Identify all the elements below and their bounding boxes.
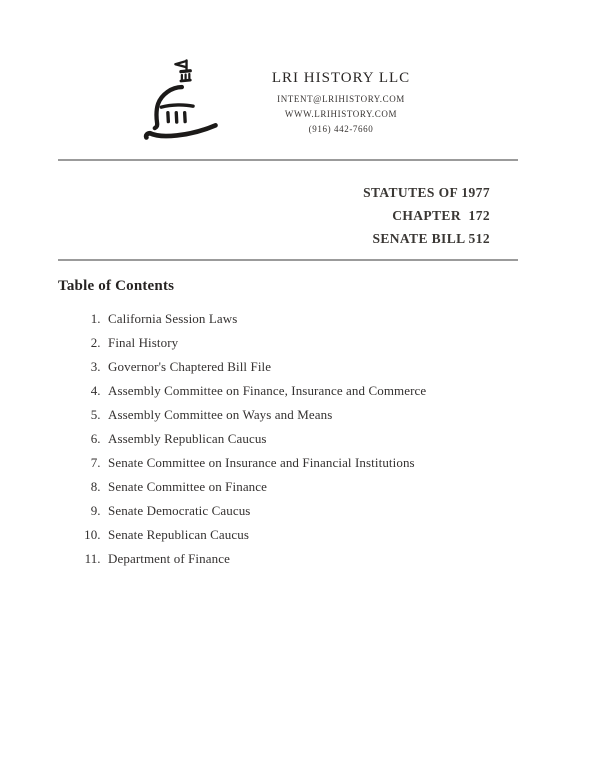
toc-list <box>58 312 528 565</box>
company-contact-block <box>236 70 446 139</box>
toc-item: 1. California Session Laws <box>104 312 528 325</box>
company-name: LRI HISTORY LLC <box>271 70 411 86</box>
divider-bottom <box>58 259 518 261</box>
toc-title: Table of Contents <box>58 278 175 294</box>
bill-reference-block <box>58 181 518 259</box>
table-of-contents <box>58 278 528 565</box>
toc-item: 3. Governor's Chaptered Bill File <box>104 360 528 373</box>
toc-item: 8. Senate Committee on Finance <box>104 480 528 493</box>
senate-bill-line: SENATE BILL 512 <box>372 231 490 246</box>
toc-item: 2. Final History <box>104 336 528 349</box>
toc-item: 4. Assembly Committee on Finance, Insurance and Commerce <box>104 384 528 397</box>
toc-item: 6. Assembly Republican Caucus <box>104 432 528 445</box>
toc-item: 5. Assembly Committee on Ways and Means <box>104 408 528 421</box>
company-email: INTENT@LRIHISTORY.COM <box>277 94 405 104</box>
letterhead <box>0 0 600 158</box>
company-phone: (916) 442-7660 <box>308 124 374 134</box>
company-logo <box>138 58 222 146</box>
toc-item: 10. Senate Republican Caucus <box>104 528 528 541</box>
chapter-line: CHAPTER 172 <box>392 208 490 223</box>
capitol-dome-icon <box>138 58 222 146</box>
toc-item: 7. Senate Committee on Insurance and Financial Institutions <box>104 456 528 469</box>
company-website: WWW.LRIHISTORY.COM <box>284 109 398 119</box>
toc-item: 9. Senate Democratic Caucus <box>104 504 528 517</box>
divider-top <box>58 159 518 161</box>
toc-item: 11. Department of Finance <box>104 552 528 565</box>
statutes-line: STATUTES OF 1977 <box>363 185 490 200</box>
